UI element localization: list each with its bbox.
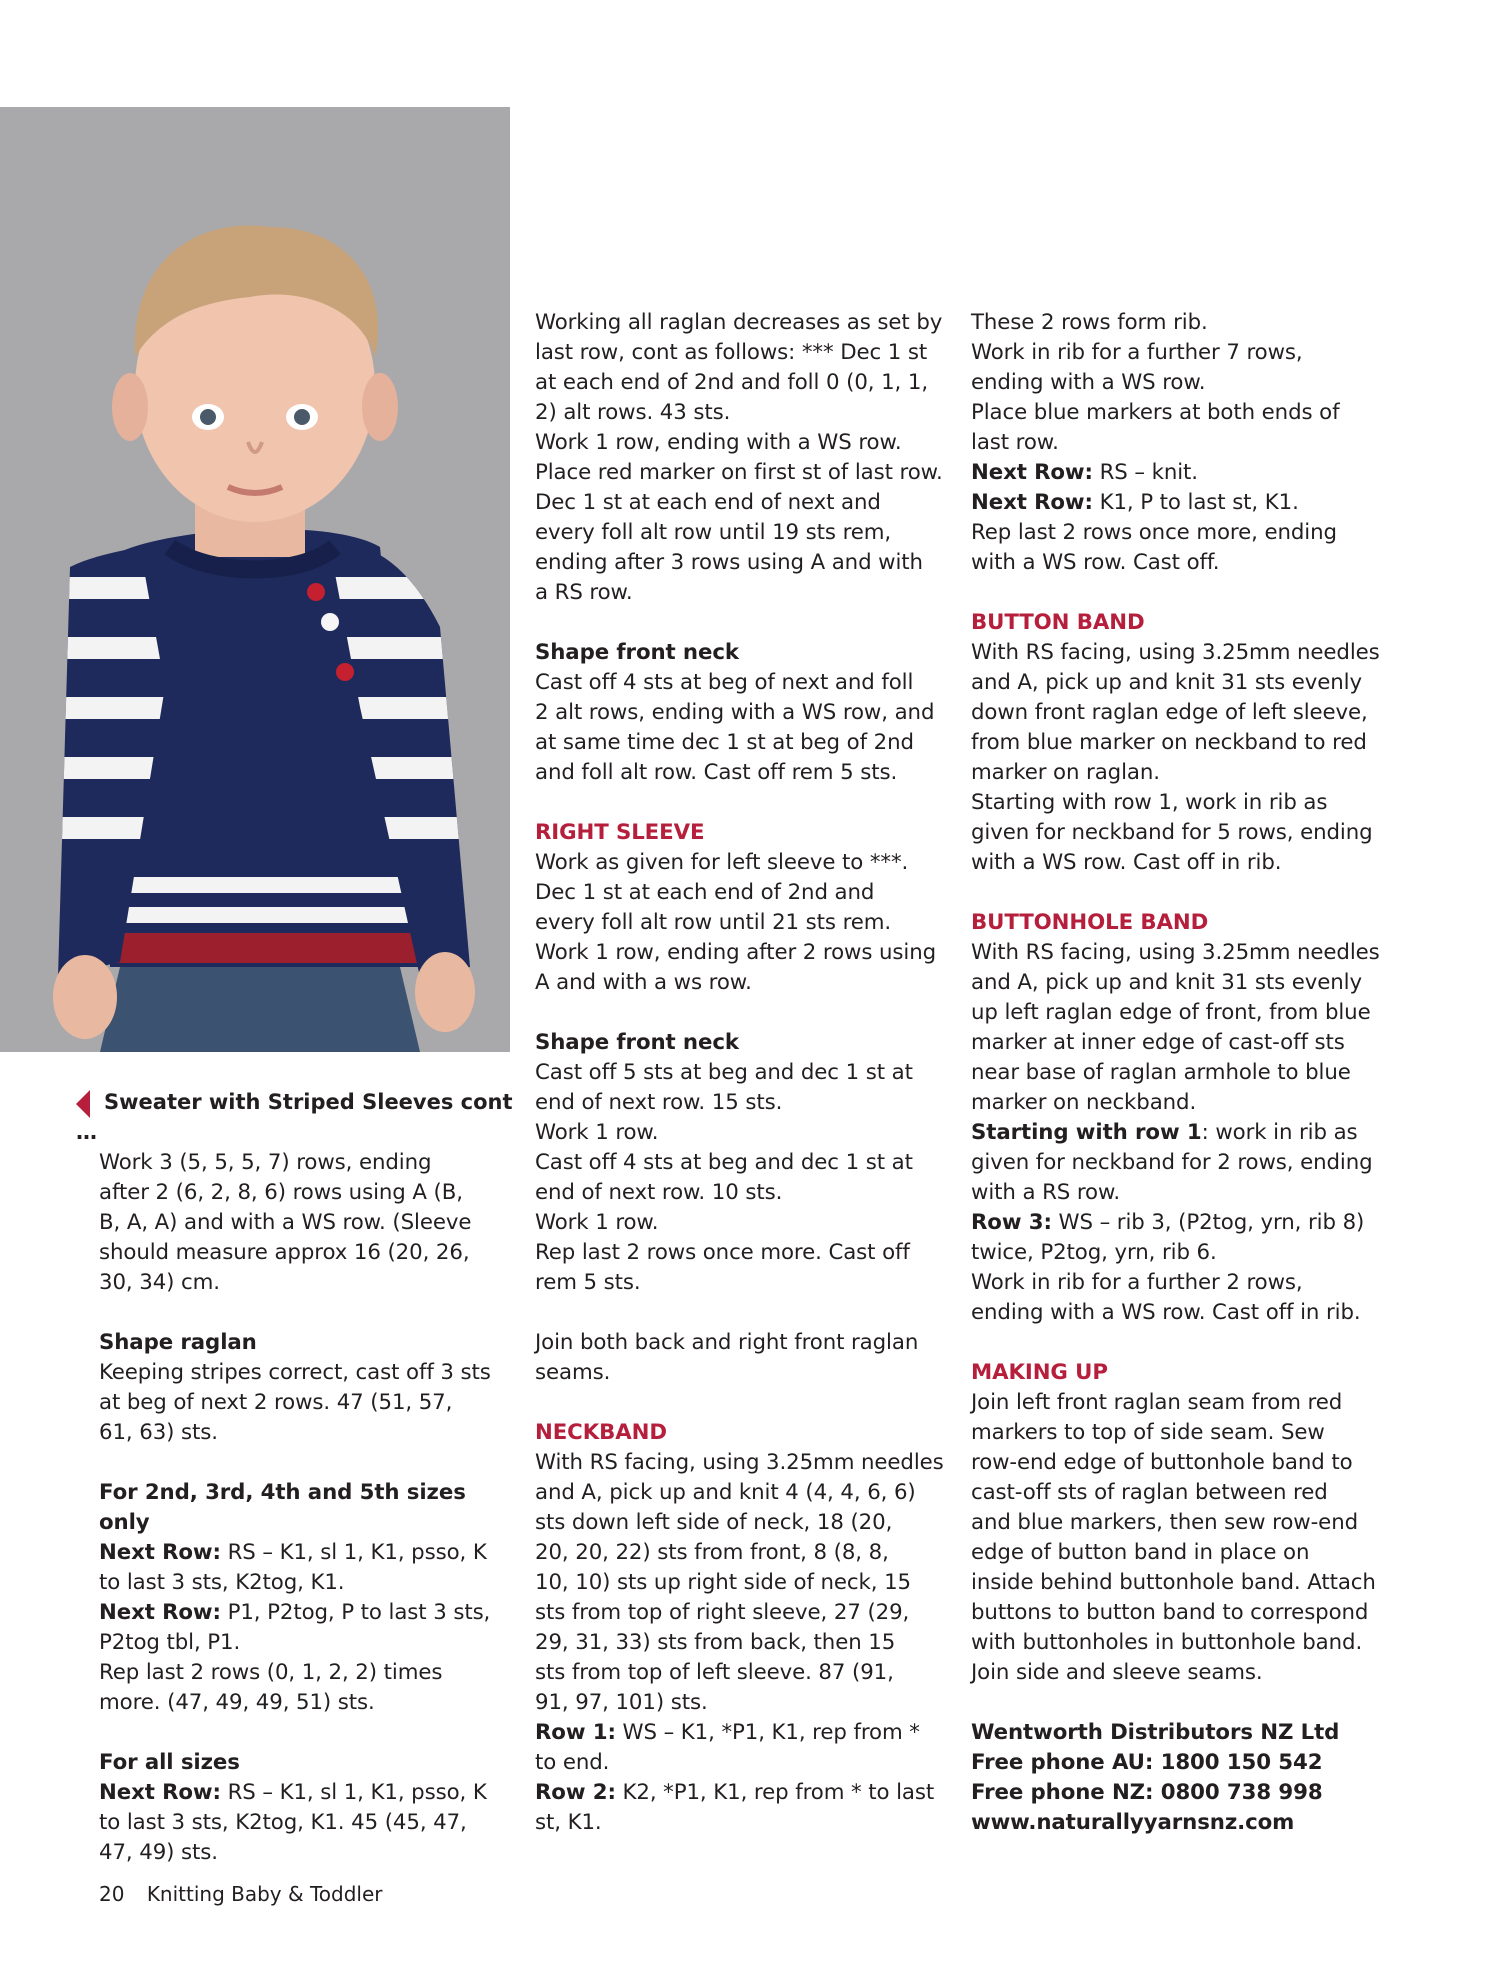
text-line: after 2 (6, 2, 8, 6) rows using A (B,: [99, 1180, 463, 1205]
text-line: Work as given for left sleeve to ***.: [535, 850, 909, 875]
text-line: [99, 1778, 499, 1808]
page-footer: [99, 1880, 382, 1908]
text-line: rem 5 sts.: [535, 1270, 641, 1295]
column-3: [971, 308, 1391, 1838]
text-line: up left raglan edge of front, from blue: [971, 1000, 1371, 1025]
text-line: markers to top of side seam. Sew: [971, 1420, 1325, 1445]
text-line: given for neckband for 2 rows, ending: [971, 1150, 1373, 1175]
column-1: [99, 1148, 499, 1868]
text-line: ending with a WS row. Cast off in rib.: [971, 1300, 1361, 1325]
text-line: Place blue markers at both ends of: [971, 400, 1340, 425]
hem-stripe: [110, 877, 420, 893]
text-line: every foll alt row until 19 sts rem,: [535, 520, 892, 545]
all-sizes-heading: For all sizes: [99, 1750, 240, 1775]
hem-red-band: [110, 933, 420, 963]
text-line: Keeping stripes correct, cast off 3 sts: [99, 1360, 491, 1385]
right-sleeve-heading: RIGHT SLEEVE: [535, 820, 705, 845]
text-line: [99, 1598, 499, 1628]
text-span: RS – knit.: [1092, 460, 1198, 485]
text-line: at same time dec 1 st at beg of 2nd: [535, 730, 914, 755]
hem-stripe: [110, 907, 420, 923]
text-span: RS – K1, sl 1, K1, psso, K: [220, 1780, 487, 1805]
jeans: [100, 967, 420, 1052]
text-line: and A, pick up and knit 31 sts evenly: [971, 670, 1362, 695]
text-line: 91, 97, 101) sts.: [535, 1690, 708, 1715]
text-line: seams.: [535, 1360, 611, 1385]
text-line: 2 alt rows, ending with a WS row, and: [535, 700, 935, 725]
shape-front-neck-heading: Shape front neck: [535, 640, 739, 665]
phone-au: Free phone AU: 1800 150 542: [971, 1750, 1323, 1775]
text-line: 47, 49) sts.: [99, 1840, 218, 1865]
text-line: and A, pick up and knit 4 (4, 4, 6, 6): [535, 1480, 916, 1505]
text-span: WS – K1, *P1, K1, rep from *: [615, 1720, 920, 1745]
making-up-heading: MAKING UP: [971, 1360, 1108, 1385]
text-span: : work in rib as: [1201, 1120, 1358, 1145]
text-line: end of next row. 15 sts.: [535, 1090, 783, 1115]
text-line: Work 3 (5, 5, 5, 7) rows, ending: [99, 1150, 432, 1175]
text-span: P1, P2tog, P to last 3 sts,: [220, 1600, 491, 1625]
text-line: 10, 10) sts up right side of neck, 15: [535, 1570, 912, 1595]
text-line: These 2 rows form rib.: [971, 310, 1208, 335]
text-line: last row, cont as follows: *** Dec 1 st: [535, 340, 928, 365]
text-line: P2tog tbl, P1.: [99, 1630, 241, 1655]
text-line: Cast off 4 sts at beg and dec 1 st at: [535, 1150, 913, 1175]
text-line: Work in rib for a further 2 rows,: [971, 1270, 1303, 1295]
text-line: marker on raglan.: [971, 760, 1160, 785]
text-line: ending after 3 rows using A and with: [535, 550, 923, 575]
shape-raglan-heading: Shape raglan: [99, 1330, 257, 1355]
left-ear: [112, 373, 148, 441]
text-line: Work 1 row.: [535, 1120, 659, 1145]
row-label: Next Row:: [99, 1540, 221, 1565]
text-line: A and with a ws row.: [535, 970, 752, 995]
row-label: Row 1:: [535, 1720, 616, 1745]
text-line: row-end edge of buttonhole band to: [971, 1450, 1353, 1475]
text-line: [971, 1118, 1391, 1148]
text-line: and foll alt row. Cast off rem 5 sts.: [535, 760, 898, 785]
text-line: with a RS row.: [971, 1180, 1121, 1205]
right-pupil: [294, 409, 310, 425]
text-line: Join left front raglan seam from red: [971, 1390, 1343, 1415]
triangle-marker-icon: [76, 1090, 90, 1118]
text-line: sts from top of left sleeve. 87 (91,: [535, 1660, 894, 1685]
text-line: to last 3 sts, K2tog, K1. 45 (45, 47,: [99, 1810, 467, 1835]
text-line: Work in rib for a further 7 rows,: [971, 340, 1303, 365]
text-line: every foll alt row until 21 sts rem.: [535, 910, 892, 935]
text-line: sts down left side of neck, 18 (20,: [535, 1510, 893, 1535]
text-line: with a WS row. Cast off in rib.: [971, 850, 1282, 875]
text-line: ending with a WS row.: [971, 370, 1206, 395]
text-line: end of next row. 10 sts.: [535, 1180, 783, 1205]
text-line: Cast off 5 sts at beg and dec 1 st at: [535, 1060, 913, 1085]
shape-front-neck-heading: Shape front neck: [535, 1030, 739, 1055]
text-line: and blue markers, then sew row-end: [971, 1510, 1359, 1535]
text-line: Rep last 2 rows (0, 1, 2, 2) times: [99, 1660, 443, 1685]
text-line: Work 1 row, ending after 2 rows using: [535, 940, 937, 965]
text-line: B, A, A) and with a WS row. (Sleeve: [99, 1210, 472, 1235]
left-pupil: [200, 409, 216, 425]
text-line: Dec 1 st at each end of 2nd and: [535, 880, 875, 905]
text-line: Join both back and right front raglan: [535, 1330, 919, 1355]
row-label: Starting with row 1: [971, 1120, 1202, 1145]
text-line: Starting with row 1, work in rib as: [971, 790, 1328, 815]
text-line: Dec 1 st at each end of next and: [535, 490, 881, 515]
text-line: sts from top of right sleeve, 27 (29,: [535, 1600, 910, 1625]
intro-paragraph: [99, 1148, 499, 1298]
publication-title: Knitting Baby & Toddler: [146, 1882, 383, 1906]
text-line: [971, 458, 1391, 488]
text-line: Work 1 row, ending with a WS row.: [535, 430, 902, 455]
text-line: at each end of 2nd and foll 0 (0, 1, 1,: [535, 370, 929, 395]
text-line: twice, P2tog, yrn, rib 6.: [971, 1240, 1217, 1265]
sizes-heading: For 2nd, 3rd, 4th and 5th sizes only: [99, 1480, 466, 1535]
text-line: Join side and sleeve seams.: [971, 1660, 1263, 1685]
text-line: With RS facing, using 3.25mm needles: [971, 940, 1380, 965]
row-label: Row 3:: [971, 1210, 1052, 1235]
text-line: With RS facing, using 3.25mm needles: [535, 1450, 944, 1475]
page-number: 20: [99, 1882, 125, 1906]
text-line: [971, 1208, 1391, 1238]
phone-nz: Free phone NZ: 0800 738 998: [971, 1780, 1323, 1805]
toddler-illustration: [0, 107, 510, 1052]
row-label: Next Row:: [99, 1780, 221, 1805]
text-line: cast-off sts of raglan between red: [971, 1480, 1328, 1505]
buttonhole-band-heading: BUTTONHOLE BAND: [971, 910, 1209, 935]
distributor-info: [971, 1718, 1391, 1838]
text-line: With RS facing, using 3.25mm needles: [971, 640, 1380, 665]
text-line: a RS row.: [535, 580, 633, 605]
text-line: 30, 34) cm.: [99, 1270, 220, 1295]
text-span: WS – rib 3, (P2tog, yrn, rib 8): [1051, 1210, 1365, 1235]
right-ear: [362, 373, 398, 441]
text-line: should measure approx 16 (20, 26,: [99, 1240, 470, 1265]
text-line: 61, 63) sts.: [99, 1420, 218, 1445]
text-line: Working all raglan decreases as set by: [535, 310, 943, 335]
row-label: Next Row:: [971, 460, 1093, 485]
text-line: buttons to button band to correspond: [971, 1600, 1369, 1625]
text-line: [535, 1718, 955, 1748]
text-line: from blue marker on neckband to red: [971, 730, 1367, 755]
text-line: [99, 1538, 499, 1568]
button-red: [307, 583, 325, 601]
text-line: marker at inner edge of cast-off sts: [971, 1030, 1345, 1055]
text-line: Place red marker on first st of last row.: [535, 460, 943, 485]
text-line: with a WS row. Cast off.: [971, 550, 1220, 575]
button-white: [321, 613, 339, 631]
text-span: K2, *P1, K1, rep from * to last: [615, 1780, 935, 1805]
neckband-heading: NECKBAND: [535, 1420, 667, 1445]
text-line: [535, 1778, 955, 1808]
text-line: edge of button band in place on: [971, 1540, 1310, 1565]
text-line: [971, 488, 1391, 518]
text-line: and A, pick up and knit 31 sts evenly: [971, 970, 1362, 995]
text-line: 20, 20, 22) sts from front, 8 (8, 8,: [535, 1540, 889, 1565]
text-span: RS – K1, sl 1, K1, psso, K: [220, 1540, 487, 1565]
text-line: Work 1 row.: [535, 1210, 659, 1235]
text-line: more. (47, 49, 49, 51) sts.: [99, 1690, 375, 1715]
text-line: Rep last 2 rows once more. Cast off: [535, 1240, 910, 1265]
text-line: Cast off 4 sts at beg of next and foll: [535, 670, 914, 695]
text-line: marker on neckband.: [971, 1090, 1197, 1115]
left-hand: [53, 955, 117, 1039]
column-2: [535, 308, 955, 1838]
website-link[interactable]: www.naturallyyarnsnz.com: [971, 1810, 1295, 1835]
button-band-heading: BUTTON BAND: [971, 610, 1145, 635]
text-line: st, K1.: [535, 1810, 602, 1835]
text-line: near base of raglan armhole to blue: [971, 1060, 1351, 1085]
text-line: to end.: [535, 1750, 610, 1775]
distributor-name: Wentworth Distributors NZ Ltd: [971, 1720, 1340, 1745]
button-red: [336, 663, 354, 681]
text-line: to last 3 sts, K2tog, K1.: [99, 1570, 345, 1595]
row-label: Row 2:: [535, 1780, 616, 1805]
text-line: down front raglan edge of left sleeve,: [971, 700, 1368, 725]
text-line: inside behind buttonhole band. Attach: [971, 1570, 1376, 1595]
right-hand: [415, 952, 475, 1032]
product-photo: [0, 107, 510, 1052]
text-line: last row.: [971, 430, 1059, 455]
text-line: given for neckband for 5 rows, ending: [971, 820, 1373, 845]
row-label: Next Row:: [971, 490, 1093, 515]
row-label: Next Row:: [99, 1600, 221, 1625]
text-line: 29, 31, 33) sts from back, then 15: [535, 1630, 896, 1655]
text-line: 2) alt rows. 43 sts.: [535, 400, 731, 425]
text-line: Rep last 2 rows once more, ending: [971, 520, 1337, 545]
text-span: K1, P to last st, K1.: [1092, 490, 1299, 515]
text-line: at beg of next 2 rows. 47 (51, 57,: [99, 1390, 453, 1415]
continuation-heading: [76, 1087, 516, 1147]
text-line: with buttonholes in buttonhole band.: [971, 1630, 1363, 1655]
continuation-heading-text: Sweater with Striped Sleeves cont …: [76, 1090, 513, 1144]
